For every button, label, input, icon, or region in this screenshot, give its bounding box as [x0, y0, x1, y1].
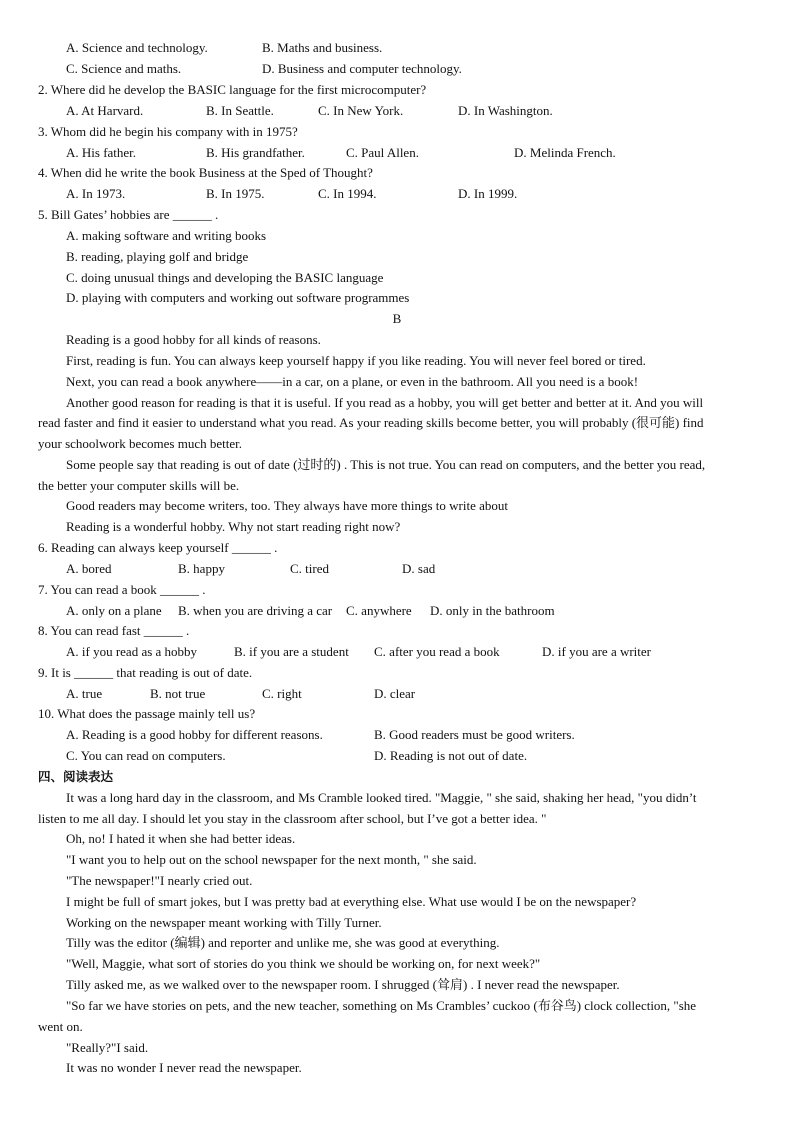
q2-option-d: D. In Washington. [458, 103, 553, 118]
q4-option-b: B. In 1975. [206, 186, 265, 201]
passage-b-p6: Good readers may become writers, too. They always have more things to write about [66, 498, 508, 513]
q7-option-d: D. only in the bathroom [430, 603, 555, 618]
story-line-1: It was a long hard day in the classroom, and Ms Cramble looked tired. "Maggie, " she said, shaking her head, "you didn’t [66, 790, 697, 805]
q8-option-b: B. if you are a student [234, 644, 349, 659]
q5-option-c: C. doing unusual things and developing the BASIC language [66, 270, 384, 285]
q8-option-d: D. if you are a writer [542, 644, 652, 659]
q6-question: 6. Reading can always keep yourself ______ . [38, 540, 278, 555]
section-b-label: B [392, 311, 402, 326]
q1-option-b: B. Maths and business. [262, 40, 383, 55]
story-line-5: "The newspaper!"I nearly cried out. [66, 873, 253, 888]
q9-option-a: A. true [66, 686, 103, 701]
q9-question: 9. It is ______ that reading is out of date. [38, 665, 253, 680]
q7-question: 7. You can read a book ______ . [38, 582, 206, 597]
q2-option-b: B. In Seattle. [206, 103, 274, 118]
q10-option-c: C. You can read on computers. [66, 748, 226, 763]
q8-option-a: A. if you read as a hobby [66, 644, 198, 659]
section-4-title: 四、阅读表达 [38, 769, 114, 784]
story-line-11: "So far we have stories on pets, and the new teacher, something on Ms Crambles’ cuckoo (布谷鸟) clock collection, "she [66, 998, 697, 1013]
q4-option-a: A. In 1973. [66, 186, 126, 201]
story-line-2: listen to me all day. I should let you stay in the classroom after school, but I’ve got a better idea. " [38, 811, 547, 826]
q3-option-b: B. His grandfather. [206, 145, 305, 160]
story-line-6: I might be full of smart jokes, but I was pretty bad at everything else. What use would I be on the newspaper? [66, 894, 637, 909]
q1-option-c: C. Science and maths. [66, 61, 182, 76]
q3-question: 3. Whom did he begin his company with in 1975? [38, 124, 298, 139]
q3-option-a: A. His father. [66, 145, 137, 160]
passage-b-p2: First, reading is fun. You can always keep yourself happy if you like reading. You will never feel bored or tired. [66, 353, 646, 368]
q2-option-a: A. At Harvard. [66, 103, 144, 118]
story-line-13: "Really?"I said. [66, 1040, 149, 1055]
story-line-8: Tilly was the editor (编辑) and reporter and unlike me, she was good at everything. [66, 935, 500, 950]
q7-option-a: A. only on a plane [66, 603, 162, 618]
q6-option-d: D. sad [402, 561, 436, 576]
q9-option-c: C. right [262, 686, 302, 701]
q5-option-b: B. reading, playing golf and bridge [66, 249, 249, 264]
q5-question: 5. Bill Gates’ hobbies are ______ . [38, 207, 219, 222]
q7-option-c: C. anywhere [346, 603, 412, 618]
story-line-14: It was no wonder I never read the newspaper. [66, 1060, 302, 1075]
q1-option-d: D. Business and computer technology. [262, 61, 462, 76]
q6-option-a: A. bored [66, 561, 112, 576]
q6-option-b: B. happy [178, 561, 225, 576]
q9-option-d: D. clear [374, 686, 416, 701]
q3-option-d: D. Melinda French. [514, 145, 616, 160]
q10-option-d: D. Reading is not out of date. [374, 748, 528, 763]
q6-option-c: C. tired [290, 561, 329, 576]
q3-option-c: C. Paul Allen. [346, 145, 419, 160]
q5-option-a: A. making software and writing books [66, 228, 267, 243]
passage-b-p7: Reading is a wonderful hobby. Why not start reading right now? [66, 519, 401, 534]
story-line-9: "Well, Maggie, what sort of stories do you think we should be working on, for next week?" [66, 956, 541, 971]
q4-option-c: C. In 1994. [318, 186, 377, 201]
passage-b-p5-line2: the better your computer skills will be. [38, 478, 240, 493]
q10-question: 10. What does the passage mainly tell us? [38, 706, 256, 721]
q8-option-c: C. after you read a book [374, 644, 500, 659]
passage-b-p4-line1: Another good reason for reading is that it is useful. If you read as a hobby, you will get better and better at it. And you will [66, 395, 704, 410]
passage-b-p4-line2: read faster and find it easier to understand what you read. As your reading skills become better, you will probably (很可能) find [38, 415, 704, 430]
q10-option-b: B. Good readers must be good writers. [374, 727, 575, 742]
passage-b-p3: Next, you can read a book anywhere——in a car, on a plane, or even in the bathroom. All you need is a book! [66, 374, 639, 389]
q2-question: 2. Where did he develop the BASIC language for the first microcomputer? [38, 82, 427, 97]
q9-option-b: B. not true [150, 686, 206, 701]
passage-b-p1: Reading is a good hobby for all kinds of reasons. [66, 332, 321, 347]
q7-option-b: B. when you are driving a car [178, 603, 333, 618]
story-line-7: Working on the newspaper meant working with Tilly Turner. [66, 915, 382, 930]
q10-option-a: A. Reading is a good hobby for different reasons. [66, 727, 323, 742]
story-line-10: Tilly asked me, as we walked over to the newspaper room. I shrugged (耸肩) . I never read the newspaper. [66, 977, 620, 992]
q4-option-d: D. In 1999. [458, 186, 518, 201]
q1-option-a: A. Science and technology. [66, 40, 208, 55]
story-line-3: Oh, no! I hated it when she had better ideas. [66, 831, 296, 846]
story-line-4: "I want you to help out on the school newspaper for the next month, " she said. [66, 852, 477, 867]
q8-question: 8. You can read fast ______ . [38, 623, 190, 638]
q2-option-c: C. In New York. [318, 103, 404, 118]
q4-question: 4. When did he write the book Business at the Sped of Thought? [38, 165, 373, 180]
story-line-12: went on. [38, 1019, 83, 1034]
q5-option-d: D. playing with computers and working out software programmes [66, 290, 410, 305]
passage-b-p5-line1: Some people say that reading is out of date (过时的) . This is not true. You can read on computers, and the better you read, [66, 457, 706, 472]
passage-b-p4-line3: your schoolwork becomes much better. [38, 436, 242, 451]
